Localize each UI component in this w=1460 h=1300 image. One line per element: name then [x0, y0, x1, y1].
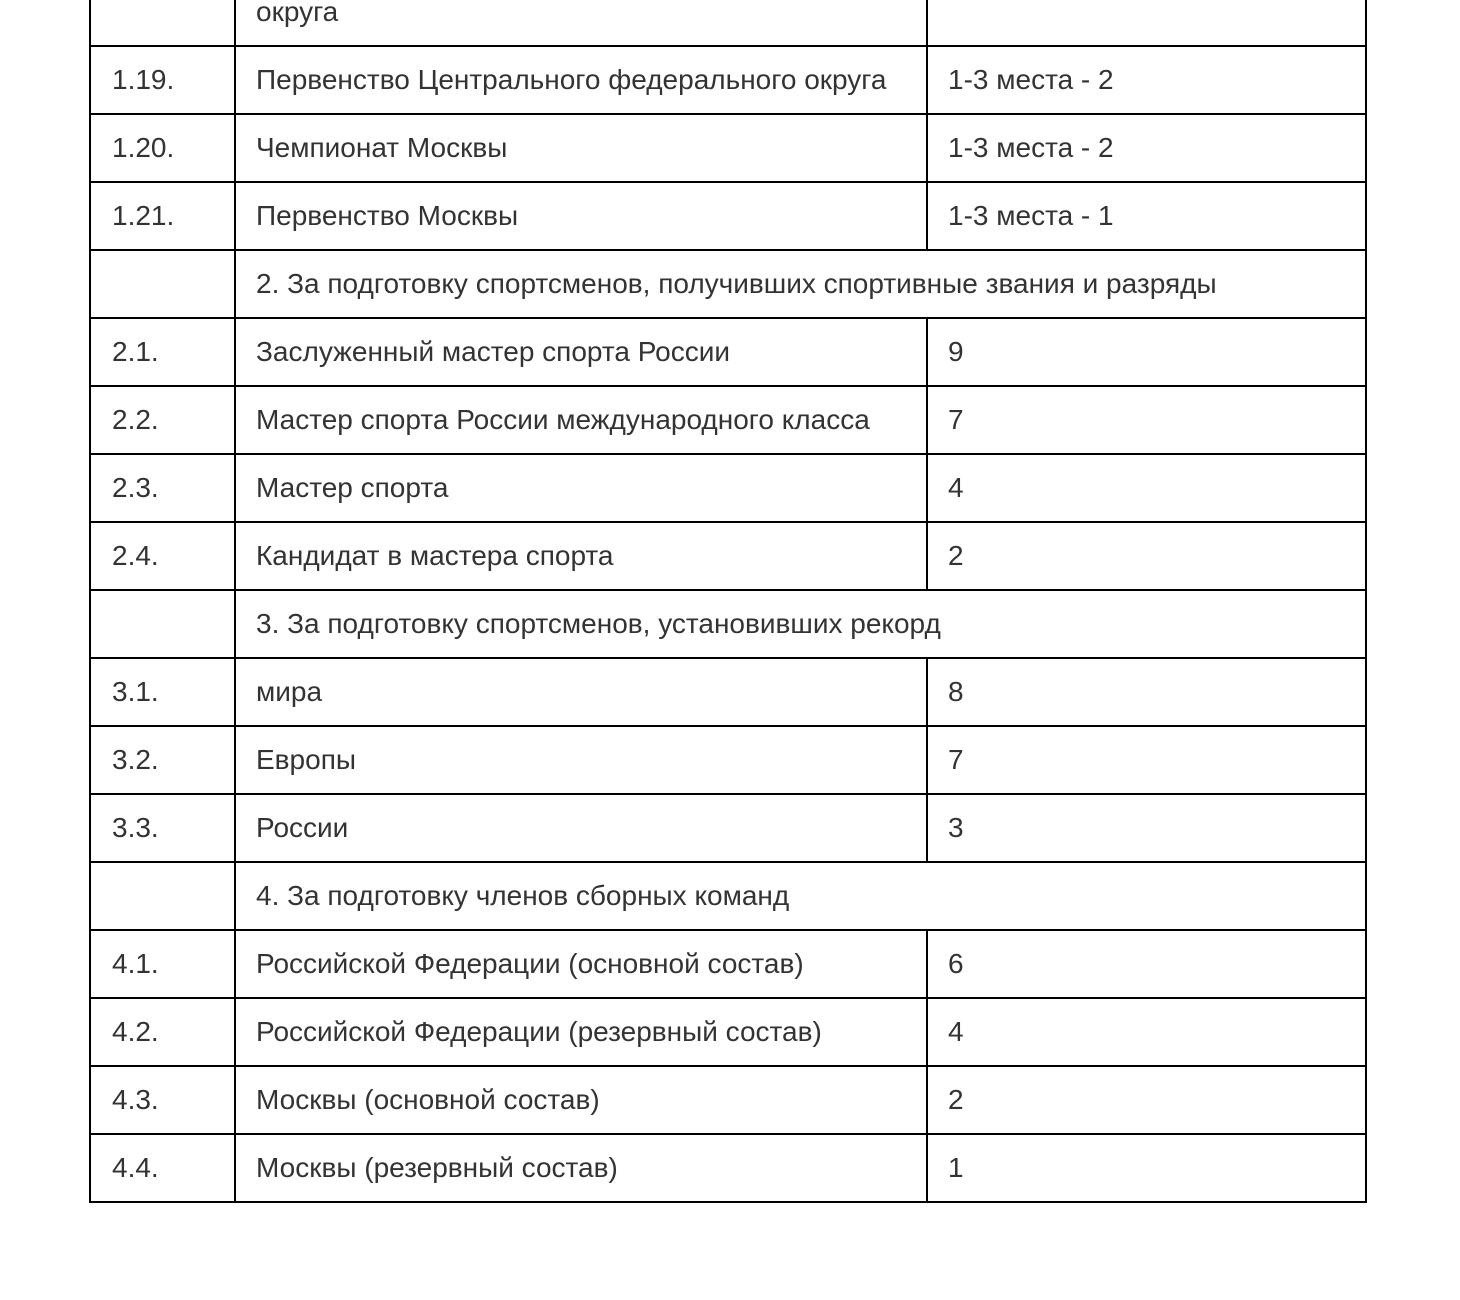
row-number: 2.4.	[90, 522, 235, 590]
row-name: Первенство Центрального федерального округа	[235, 46, 927, 114]
section-heading: 3. За подготовку спортсменов, установивших рекорд	[235, 590, 1366, 658]
table-row	[90, 114, 1366, 182]
section-heading-row	[90, 250, 1366, 318]
row-name: Чемпионат Москвы	[235, 114, 927, 182]
table-row	[90, 658, 1366, 726]
row-number: 4.2.	[90, 998, 235, 1066]
row-value: 1-3 места - 1	[927, 182, 1366, 250]
table-row	[90, 522, 1366, 590]
row-number: 4.3.	[90, 1066, 235, 1134]
table-row	[90, 726, 1366, 794]
row-number: 4.4.	[90, 1134, 235, 1202]
row-number	[90, 590, 235, 658]
row-number: 3.3.	[90, 794, 235, 862]
row-number: 3.1.	[90, 658, 235, 726]
row-value	[927, 0, 1366, 46]
row-name: Москвы (основной состав)	[235, 1066, 927, 1134]
row-value: 6	[927, 930, 1366, 998]
table-row	[90, 998, 1366, 1066]
row-value: 2	[927, 1066, 1366, 1134]
row-value: 4	[927, 998, 1366, 1066]
row-number: 2.3.	[90, 454, 235, 522]
row-number	[90, 0, 235, 46]
row-value: 3	[927, 794, 1366, 862]
row-name: Российской Федерации (основной состав)	[235, 930, 927, 998]
row-value: 1-3 места - 2	[927, 114, 1366, 182]
table-row	[90, 182, 1366, 250]
row-value: 9	[927, 318, 1366, 386]
table-row	[90, 454, 1366, 522]
points-table	[89, 0, 1367, 1203]
row-name: Кандидат в мастера спорта	[235, 522, 927, 590]
row-number: 2.2.	[90, 386, 235, 454]
row-number: 2.1.	[90, 318, 235, 386]
section-heading: 4. За подготовку членов сборных команд	[235, 862, 1366, 930]
table-row	[90, 0, 1366, 46]
row-name: Первенство Москвы	[235, 182, 927, 250]
row-value: 2	[927, 522, 1366, 590]
row-number: 1.20.	[90, 114, 235, 182]
row-number: 3.2.	[90, 726, 235, 794]
table-row	[90, 46, 1366, 114]
table-row	[90, 1134, 1366, 1202]
section-heading: 2. За подготовку спортсменов, получивших спортивные звания и разряды	[235, 250, 1366, 318]
row-value: 4	[927, 454, 1366, 522]
section-heading-row	[90, 590, 1366, 658]
row-name: Мастер спорта России международного класса	[235, 386, 927, 454]
row-value: 1-3 места - 2	[927, 46, 1366, 114]
row-name: Заслуженный мастер спорта России	[235, 318, 927, 386]
row-name: округа	[235, 0, 927, 46]
table-row	[90, 930, 1366, 998]
row-value: 1	[927, 1134, 1366, 1202]
row-number: 1.21.	[90, 182, 235, 250]
row-number	[90, 862, 235, 930]
table-row	[90, 386, 1366, 454]
row-name: Москвы (резервный состав)	[235, 1134, 927, 1202]
table-row	[90, 318, 1366, 386]
row-name: Европы	[235, 726, 927, 794]
row-number: 4.1.	[90, 930, 235, 998]
row-name: России	[235, 794, 927, 862]
table-row	[90, 1066, 1366, 1134]
row-value: 7	[927, 386, 1366, 454]
row-value: 8	[927, 658, 1366, 726]
table-row	[90, 794, 1366, 862]
row-number: 1.19.	[90, 46, 235, 114]
row-value: 7	[927, 726, 1366, 794]
row-number	[90, 250, 235, 318]
row-name: Российской Федерации (резервный состав)	[235, 998, 927, 1066]
row-name: Мастер спорта	[235, 454, 927, 522]
row-name: мира	[235, 658, 927, 726]
section-heading-row	[90, 862, 1366, 930]
